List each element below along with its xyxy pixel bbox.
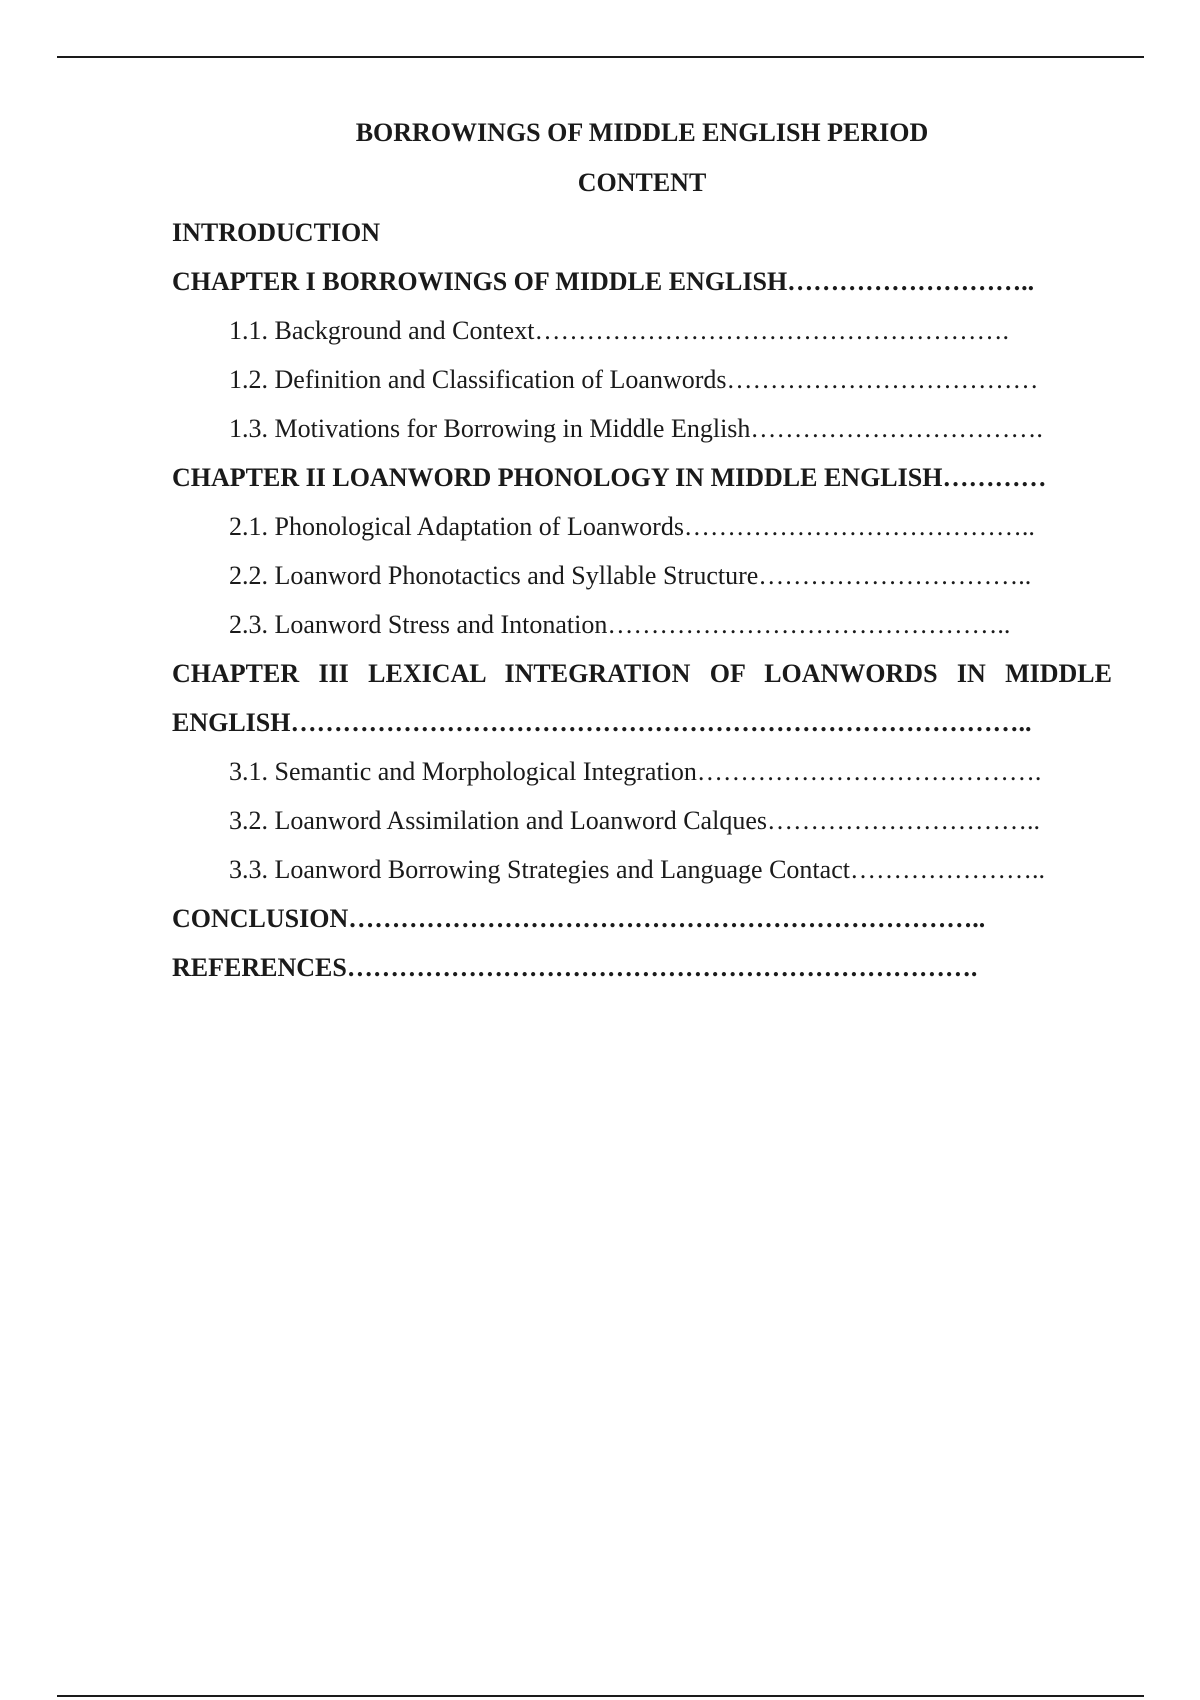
toc-conclusion: CONCLUSION……………………………………………………………….. [172, 904, 986, 933]
toc-chapter-3: CHAPTER III LEXICAL INTEGRATION OF LOANWORDS IN MIDDLE ENGLISH………………………………………………………………………….. [172, 659, 1112, 737]
toc-introduction: INTRODUCTION [172, 218, 381, 247]
toc-section-3-2: 3.2. Loanword Assimilation and Loanword Calques………………………….. [229, 806, 1040, 835]
bottom-rule [57, 1695, 1144, 1697]
document-subtitle: CONTENT [577, 168, 707, 197]
toc-section-1-1: 1.1. Background and Context………………………………………………. [229, 316, 1009, 345]
toc-section-2-2: 2.2. Loanword Phonotactics and Syllable Structure………………………….. [229, 561, 1032, 590]
toc-section-1-3: 1.3. Motivations for Borrowing in Middle English……………………………. [229, 414, 1043, 443]
toc-section-1-2: 1.2. Definition and Classification of Loanwords……………………………… [229, 365, 1039, 394]
toc-references: REFERENCES………………………………………………………………. [172, 953, 978, 982]
toc-section-3-3: 3.3. Loanword Borrowing Strategies and Language Contact………………….. [229, 855, 1045, 884]
document-title: BORROWINGS OF MIDDLE ENGLISH PERIOD [355, 118, 929, 147]
toc-chapter-1: CHAPTER I BORROWINGS OF MIDDLE ENGLISH……………………….. [172, 267, 1035, 296]
toc-chapter-2: CHAPTER II LOANWORD PHONOLOGY IN MIDDLE ENGLISH………… [172, 463, 1047, 492]
toc-section-2-3: 2.3. Loanword Stress and Intonation……………………………………….. [229, 610, 1011, 639]
top-rule [57, 56, 1144, 58]
toc-section-2-1: 2.1. Phonological Adaptation of Loanwords………………………………….. [229, 512, 1035, 541]
toc-section-3-1: 3.1. Semantic and Morphological Integration…………………………………. [229, 757, 1042, 786]
document-content [172, 108, 1112, 992]
